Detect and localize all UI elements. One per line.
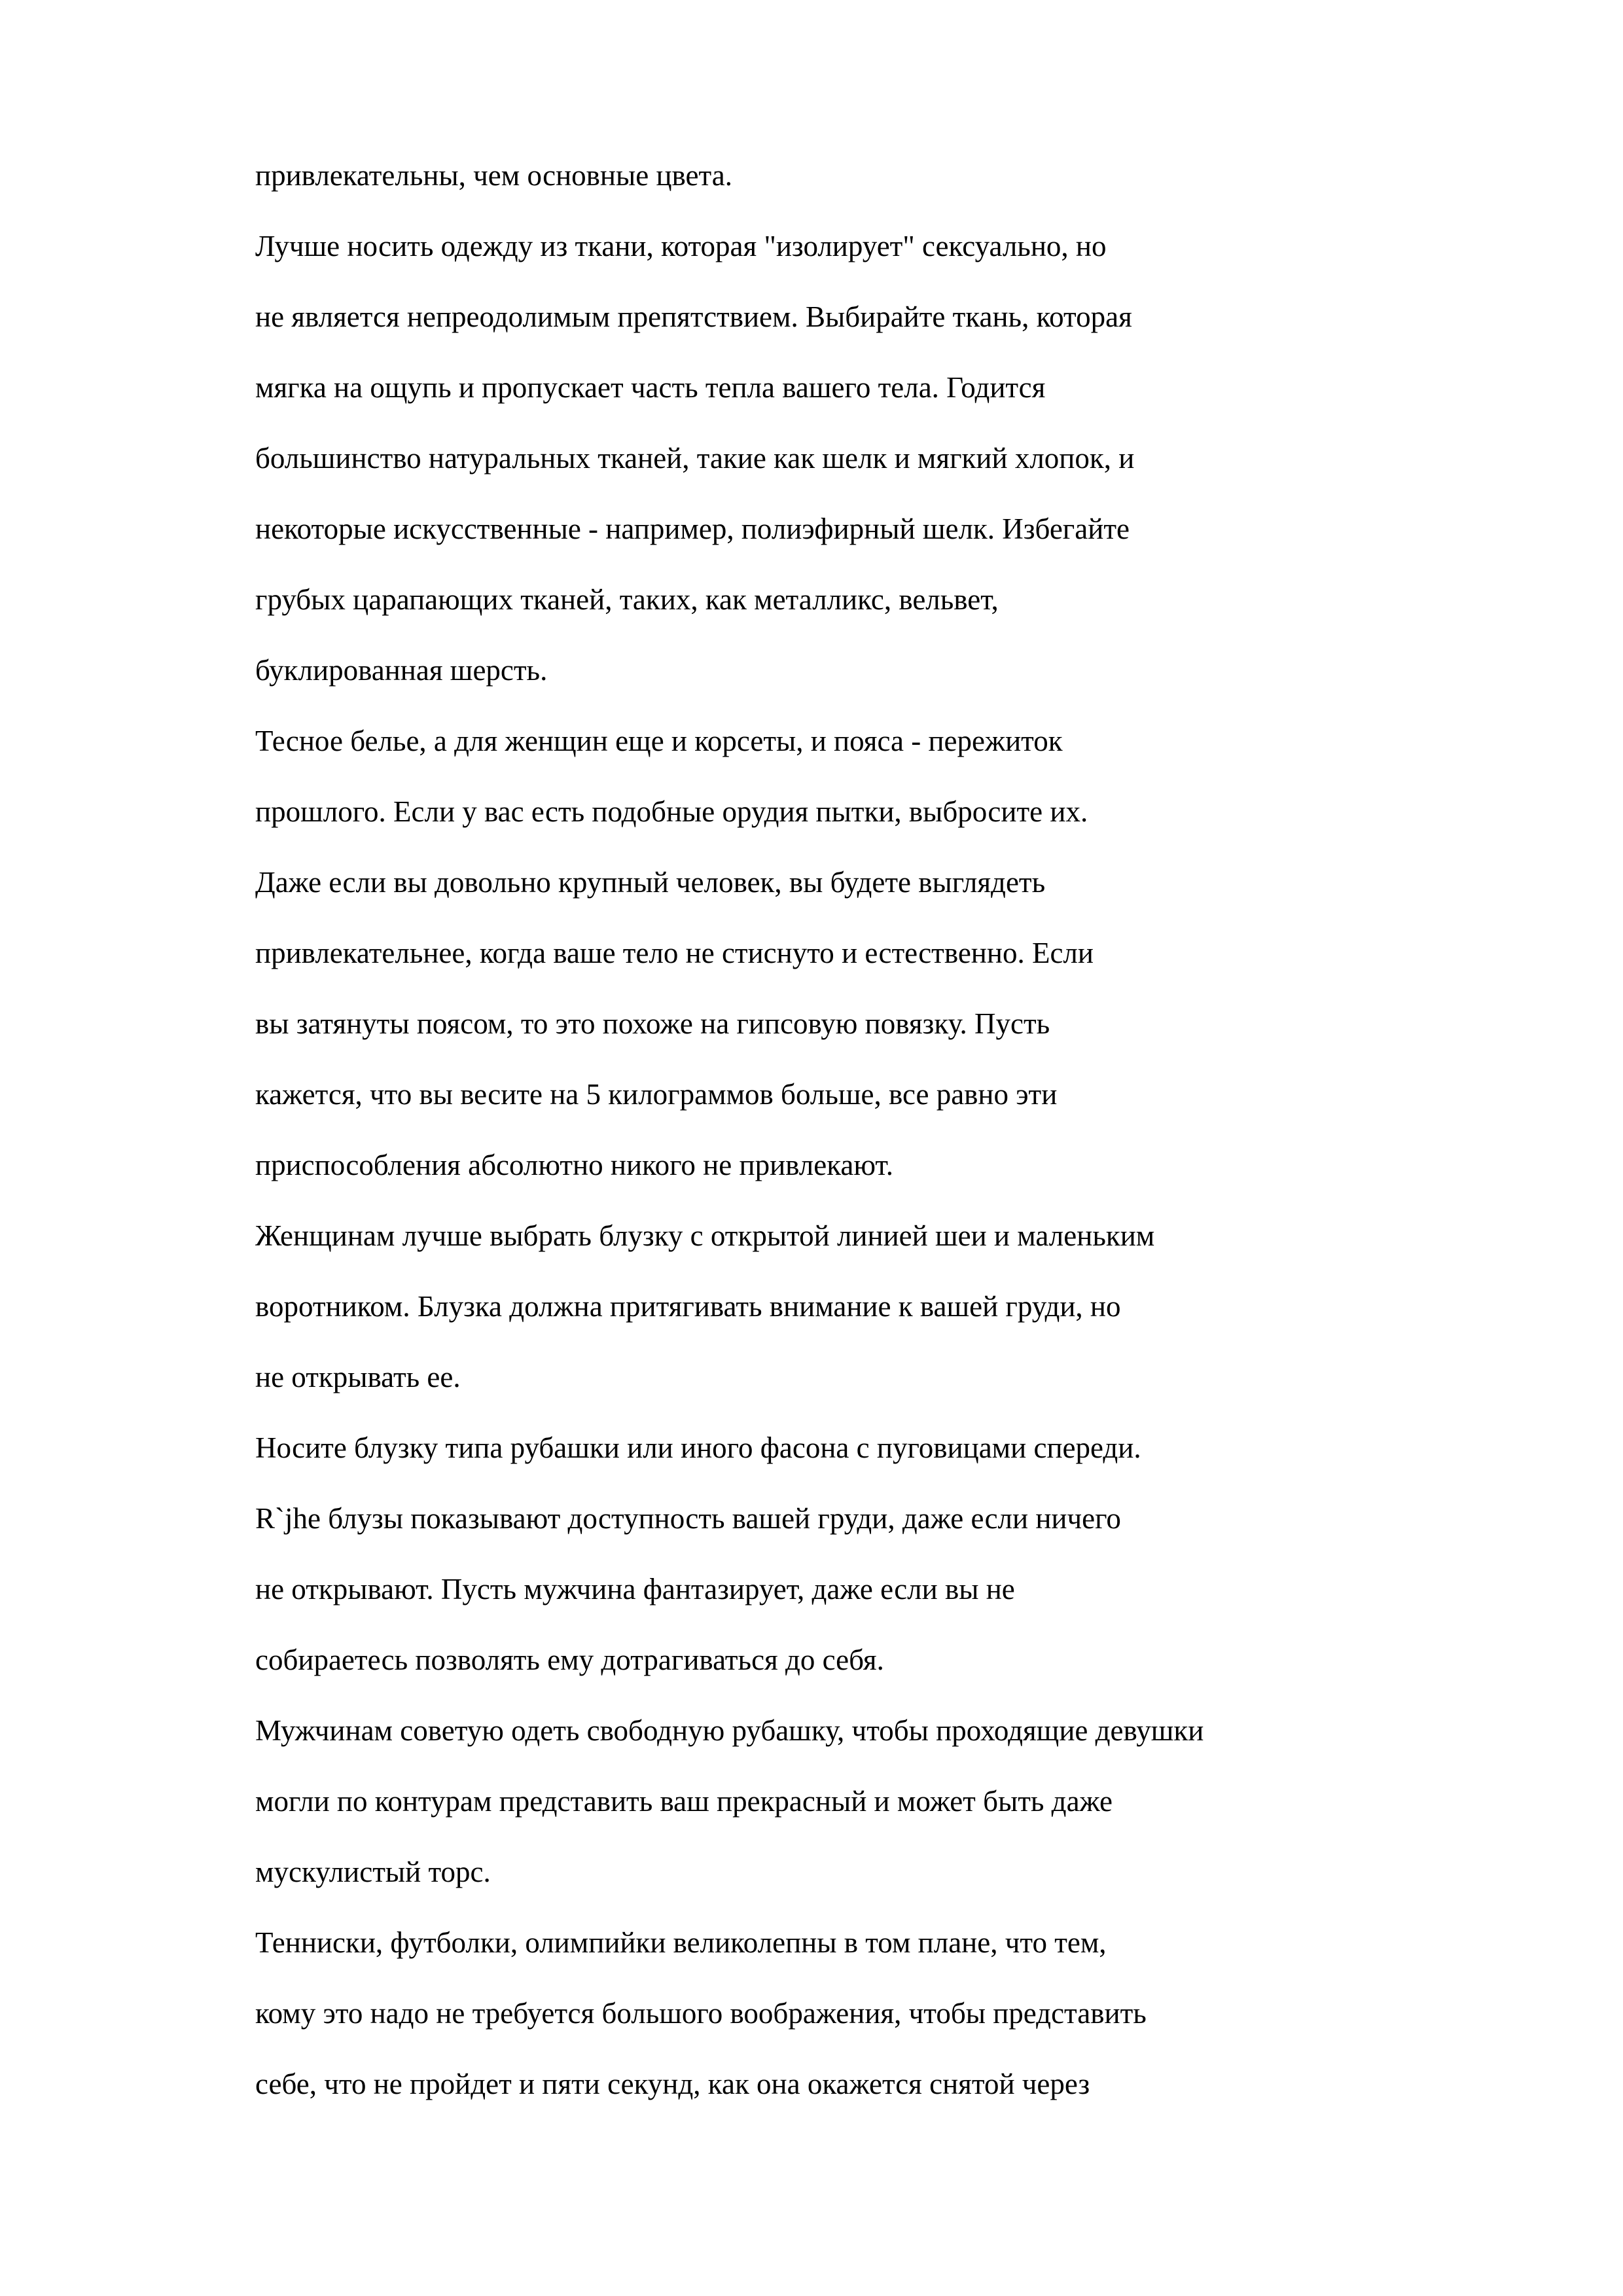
text-line: грубых царапающих тканей, таких, как металликс, вельвет, xyxy=(255,583,999,616)
text-line: себе, что не пройдет и пяти секунд, как она окажется снятой через xyxy=(255,2068,1090,2100)
text-line: могли по контурам представить ваш прекрасный и может быть даже xyxy=(255,1785,1113,1818)
text-line: мускулистый торс. xyxy=(255,1856,491,1888)
text-line: R`jhe блузы показывают доступность вашей груди, даже если ничего xyxy=(255,1502,1121,1535)
text-line: Лучше носить одежду из ткани, которая "изолирует" сексуально, но xyxy=(255,230,1107,262)
text-line: не является непреодолимым препятствием. Выбирайте ткань, которая xyxy=(255,300,1132,333)
text-line: Тенниски, футболки, олимпийки великолепны в том плане, что тем, xyxy=(255,1926,1107,1959)
text-line: привлекательны, чем основные цвета. xyxy=(255,159,732,192)
text-line: прошлого. Если у вас есть подобные орудия пытки, выбросите их. xyxy=(255,795,1088,828)
text-line: буклированная шерсть. xyxy=(255,654,548,687)
text-line: не открывать ее. xyxy=(255,1361,461,1393)
text-line: не открывают. Пусть мужчина фантазирует, даже если вы не xyxy=(255,1573,1015,1605)
text-line: мягка на ощупь и пропускает часть тепла вашего тела. Годится xyxy=(255,371,1046,404)
text-line: большинство натуральных тканей, такие как шелк и мягкий хлопок, и xyxy=(255,442,1135,475)
text-line: Женщинам лучше выбрать блузку с открытой линией шеи и маленьким xyxy=(255,1219,1155,1252)
text-line: кажется, что вы весите на 5 килограммов больше, все равно эти xyxy=(255,1078,1058,1111)
text-line: воротником. Блузка должна притягивать внимание к вашей груди, но xyxy=(255,1290,1121,1323)
text-line: вы затянуты поясом, то это похоже на гипсовую повязку. Пусть xyxy=(255,1007,1050,1040)
text-line: Даже если вы довольно крупный человек, вы будете выглядеть xyxy=(255,866,1046,899)
text-line: Носите блузку типа рубашки или иного фасона с пуговицами спереди. xyxy=(255,1431,1141,1464)
text-line: некоторые искусственные - например, полиэфирный шелк. Избегайте xyxy=(255,512,1130,545)
text-line: собираетесь позволять ему дотрагиваться до себя. xyxy=(255,1643,884,1676)
text-line: приспособления абсолютно никого не привлекают. xyxy=(255,1149,893,1181)
text-line: Мужчинам советую одеть свободную рубашку, чтобы проходящие девушки xyxy=(255,1714,1204,1747)
text-line: Тесное белье, а для женщин еще и корсеты, и пояса - пережиток xyxy=(255,725,1063,757)
text-line: кому это надо не требуется большого воображения, чтобы представить xyxy=(255,1997,1147,2030)
text-line: привлекательнее, когда ваше тело не стиснуто и естественно. Если xyxy=(255,937,1094,969)
